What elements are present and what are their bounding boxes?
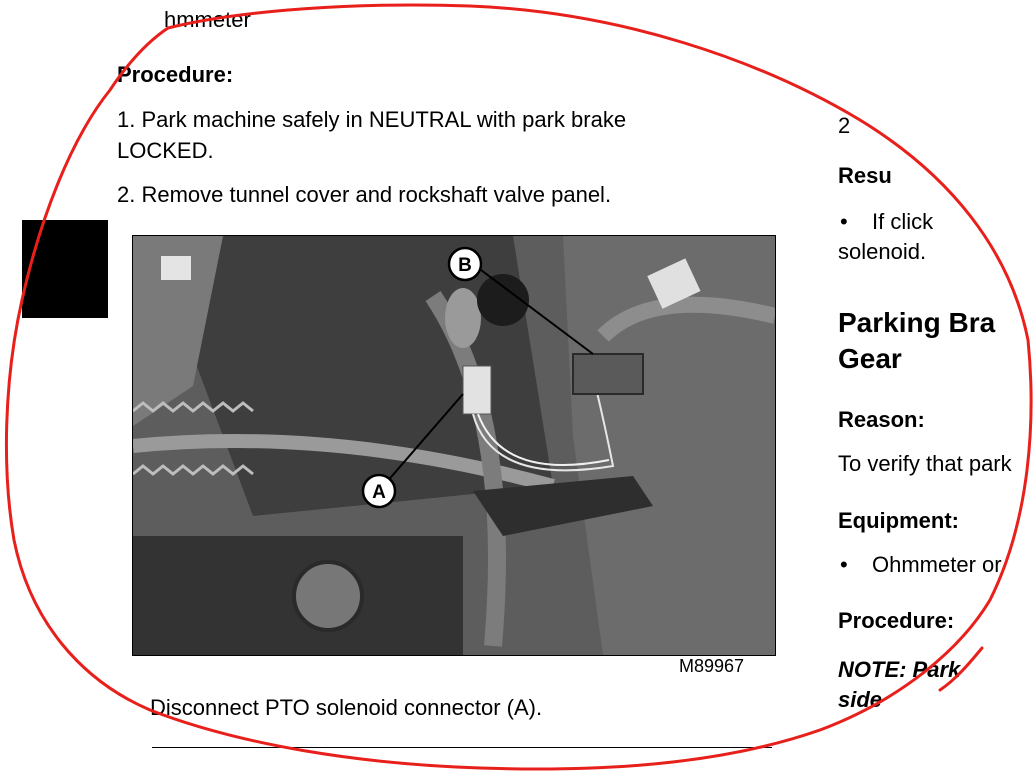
note-line-1: NOTE: Park <box>838 657 961 682</box>
note-line-2: side <box>838 687 883 709</box>
callout-a-label: A <box>372 482 386 503</box>
right-procedure-heading: Procedure: <box>838 608 955 633</box>
figure-photo <box>132 235 776 656</box>
section-title-line-2: Gear <box>838 343 902 374</box>
step-1-line-2: LOCKED. <box>117 138 214 163</box>
cut-top-text: hmmeter <box>164 7 251 32</box>
procedure-heading: Procedure: <box>117 62 234 87</box>
step-1-line-1: 1. Park machine safely in NEUTRAL with park brake <box>117 107 627 132</box>
step-3: Disconnect PTO solenoid connector (A). <box>150 695 543 720</box>
section-title-line-1: Parking Bra <box>838 307 996 338</box>
equipment-item: Ohmmeter or <box>872 552 1002 577</box>
equipment-heading: Equipment: <box>838 508 959 533</box>
section-divider <box>152 747 772 748</box>
figure-id: M89967 <box>679 656 745 676</box>
equipment-bullet-symbol: • <box>840 552 848 577</box>
reason-text: To verify that park <box>838 451 1012 476</box>
step-2: 2. Remove tunnel cover and rockshaft valve panel. <box>117 182 612 207</box>
reason-heading: Reason: <box>838 407 925 432</box>
result-line-2: solenoid. <box>838 239 927 264</box>
right-cut-top-text: 2 <box>838 113 851 138</box>
page-edge-tab <box>22 220 108 318</box>
result-bullet-symbol: • <box>840 209 848 234</box>
result-bullet-text: If click <box>872 209 934 234</box>
results-heading: Resu <box>838 163 892 188</box>
callout-b-label: B <box>458 255 472 276</box>
